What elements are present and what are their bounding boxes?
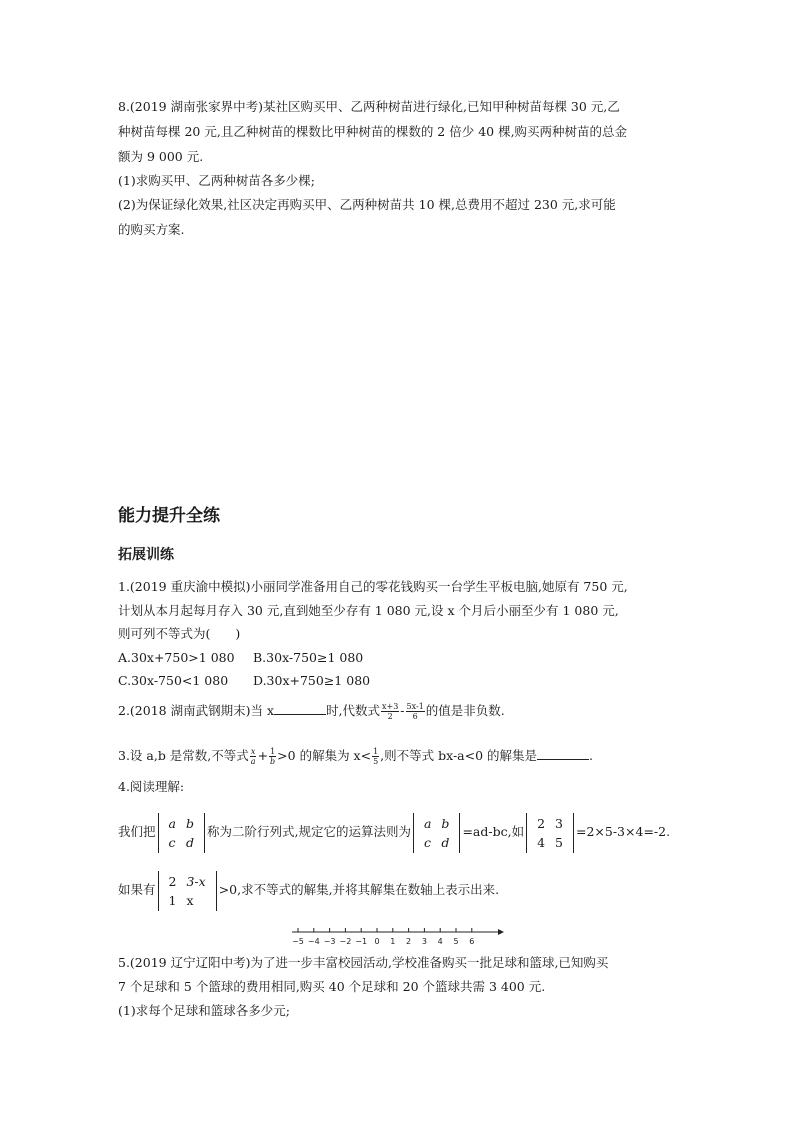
det4-a: 2 bbox=[168, 873, 177, 889]
q1-option-d: D.30x+750≥1 080 bbox=[253, 673, 371, 688]
q8-part-2-line-2: 的购买方案. bbox=[118, 222, 185, 237]
q4-text-4: =2×5-3×4=-2. bbox=[575, 824, 671, 839]
q2-fraction-1-numerator: x+3 bbox=[381, 702, 399, 711]
q4-determinant-3 bbox=[526, 813, 574, 853]
q2-fraction-2-denominator: 6 bbox=[412, 712, 418, 721]
q8-line-1: 8.(2019 湖南张家界中考)某社区购买甲、乙两种树苗进行绿化,已知甲种树苗每棵 30 元,乙 bbox=[118, 99, 620, 114]
number-line-arrow-icon bbox=[498, 929, 504, 935]
q3-f3-denominator: 5 bbox=[373, 757, 379, 766]
det1-b: b bbox=[185, 815, 194, 831]
number-line-label: −5 bbox=[292, 937, 304, 946]
det4-b: 3-x bbox=[186, 873, 206, 889]
q4-text-5: 如果有 bbox=[118, 882, 156, 897]
q1-line-2: 计划从本月起每月存入 30 元,直到她至少存有 1 080 元,设 x 个月后小丽至少有 1 080 元, bbox=[118, 603, 619, 618]
q1-option-c: C.30x-750<1 080 bbox=[118, 673, 229, 688]
det4-c: 1 bbox=[168, 892, 177, 908]
q2-suffix: 的值是非负数. bbox=[425, 703, 505, 718]
det3-a: 2 bbox=[537, 815, 546, 831]
q3-f3-numerator: 1 bbox=[373, 747, 379, 756]
number-line-label: −1 bbox=[355, 937, 368, 946]
q5-line-2: 7 个足球和 5 个篮球的费用相同,购买 40 个足球和 20 个篮球共需 3 400 元. bbox=[118, 979, 546, 994]
det1-a: a bbox=[168, 815, 176, 831]
q4-definition-line bbox=[118, 812, 670, 853]
number-line-label: −4 bbox=[307, 937, 320, 946]
q8-line-2: 种树苗每棵 20 元,且乙种树苗的棵数比甲种树苗的棵数的 2 倍少 40 棵,购买两种树苗的总金 bbox=[118, 124, 628, 139]
q2-answer-blank[interactable] bbox=[274, 703, 326, 715]
det4-d: x bbox=[186, 892, 194, 908]
q2-prefix: 2.(2018 湖南武钢期末)当 x bbox=[118, 703, 274, 718]
q2-fraction-1-denominator: 2 bbox=[387, 712, 393, 721]
q3-f2-denominator: b bbox=[270, 757, 276, 766]
det2-b: b bbox=[441, 815, 450, 831]
q3-f1-numerator: x bbox=[250, 747, 256, 756]
q3-fraction-1-over-5 bbox=[372, 747, 379, 766]
q8-part-2-line-1: (2)为保证绿化效果,社区决定再购买甲、乙两种树苗共 10 棵,总费用不超过 230 元,求可能 bbox=[118, 197, 616, 212]
q3-f1-denominator: a bbox=[250, 757, 256, 766]
det3-d: 5 bbox=[555, 834, 563, 850]
q3-middle-2: ,则不等式 bx-a<0 的解集是 bbox=[380, 748, 538, 763]
q2-middle: 时,代数式 bbox=[326, 703, 380, 718]
number-line-label: 0 bbox=[374, 937, 380, 946]
q8-part-1: (1)求购买甲、乙两种树苗各多少棵; bbox=[118, 173, 315, 188]
q2-fraction-2-numerator: 5x-1 bbox=[406, 702, 424, 711]
q1-line-1: 1.(2019 重庆渝中模拟)小丽同学准备用自己的零花钱购买一台学生平板电脑,她原有 750 元, bbox=[118, 579, 628, 594]
subsection-title: 拓展训练 bbox=[118, 547, 174, 563]
q3-fraction-x-over-a bbox=[250, 747, 257, 766]
q2-line bbox=[118, 702, 505, 721]
det1-c: c bbox=[168, 834, 176, 850]
det2-a: a bbox=[423, 815, 432, 831]
q4-text-1: 我们把 bbox=[118, 824, 156, 839]
det2-d: d bbox=[441, 834, 450, 850]
number-line bbox=[288, 922, 508, 952]
q3-prefix: 3.设 a,b 是常数,不等式 bbox=[118, 748, 249, 763]
q3-answer-blank[interactable] bbox=[537, 748, 589, 760]
q4-title: 4.阅读理解: bbox=[118, 779, 185, 794]
q4-determinant-2 bbox=[413, 813, 460, 853]
section-title: 能力提升全练 bbox=[118, 506, 220, 526]
q5-line-1: 5.(2019 辽宁辽阳中考)为了进一步丰富校园活动,学校准备购买一批足球和篮球,已知购买 bbox=[118, 955, 609, 970]
q4-text-6: >0,求不等式的解集,并将其解集在数轴上表示出来. bbox=[218, 882, 500, 897]
number-line-label: −2 bbox=[339, 937, 352, 946]
q2-fraction-1 bbox=[381, 702, 399, 721]
q1-line-3: 则可列不等式为( ) bbox=[118, 626, 241, 641]
q5-part-1: (1)求每个足球和篮球各多少元; bbox=[118, 1003, 290, 1018]
det2-c: c bbox=[423, 834, 431, 850]
number-line-label: 3 bbox=[421, 937, 427, 946]
q3-suffix: . bbox=[589, 748, 594, 763]
number-line-label: 2 bbox=[406, 937, 412, 946]
q1-option-b: B.30x-750≥1 080 bbox=[253, 650, 364, 665]
number-line-label: 1 bbox=[390, 937, 396, 946]
number-line-label: 4 bbox=[437, 937, 443, 946]
q4-determinant-1 bbox=[158, 813, 205, 853]
det3-b: 3 bbox=[555, 815, 563, 831]
q3-line bbox=[118, 747, 593, 766]
q2-minus: - bbox=[400, 703, 405, 718]
q3-f2-numerator: 1 bbox=[270, 747, 276, 756]
q4-text-3: =ad-bc,如 bbox=[462, 824, 525, 839]
q4-problem-line bbox=[118, 870, 499, 911]
q4-text-2: 称为二阶行列式,规定它的运算法则为 bbox=[206, 824, 411, 839]
number-line-label: −3 bbox=[323, 937, 336, 946]
q1-option-a: A.30x+750>1 080 bbox=[118, 650, 235, 665]
q4-determinant-4 bbox=[158, 871, 217, 911]
q3-middle: >0 的解集为 x< bbox=[277, 748, 372, 763]
q3-plus: + bbox=[257, 748, 269, 763]
number-line-label: 5 bbox=[453, 937, 459, 946]
q3-fraction-1-over-b bbox=[269, 747, 276, 766]
det1-d: d bbox=[185, 834, 194, 850]
q2-fraction-2 bbox=[406, 702, 425, 721]
det3-c: 4 bbox=[537, 834, 546, 850]
number-line-label: 6 bbox=[469, 937, 475, 946]
q8-line-3: 额为 9 000 元. bbox=[118, 149, 204, 164]
